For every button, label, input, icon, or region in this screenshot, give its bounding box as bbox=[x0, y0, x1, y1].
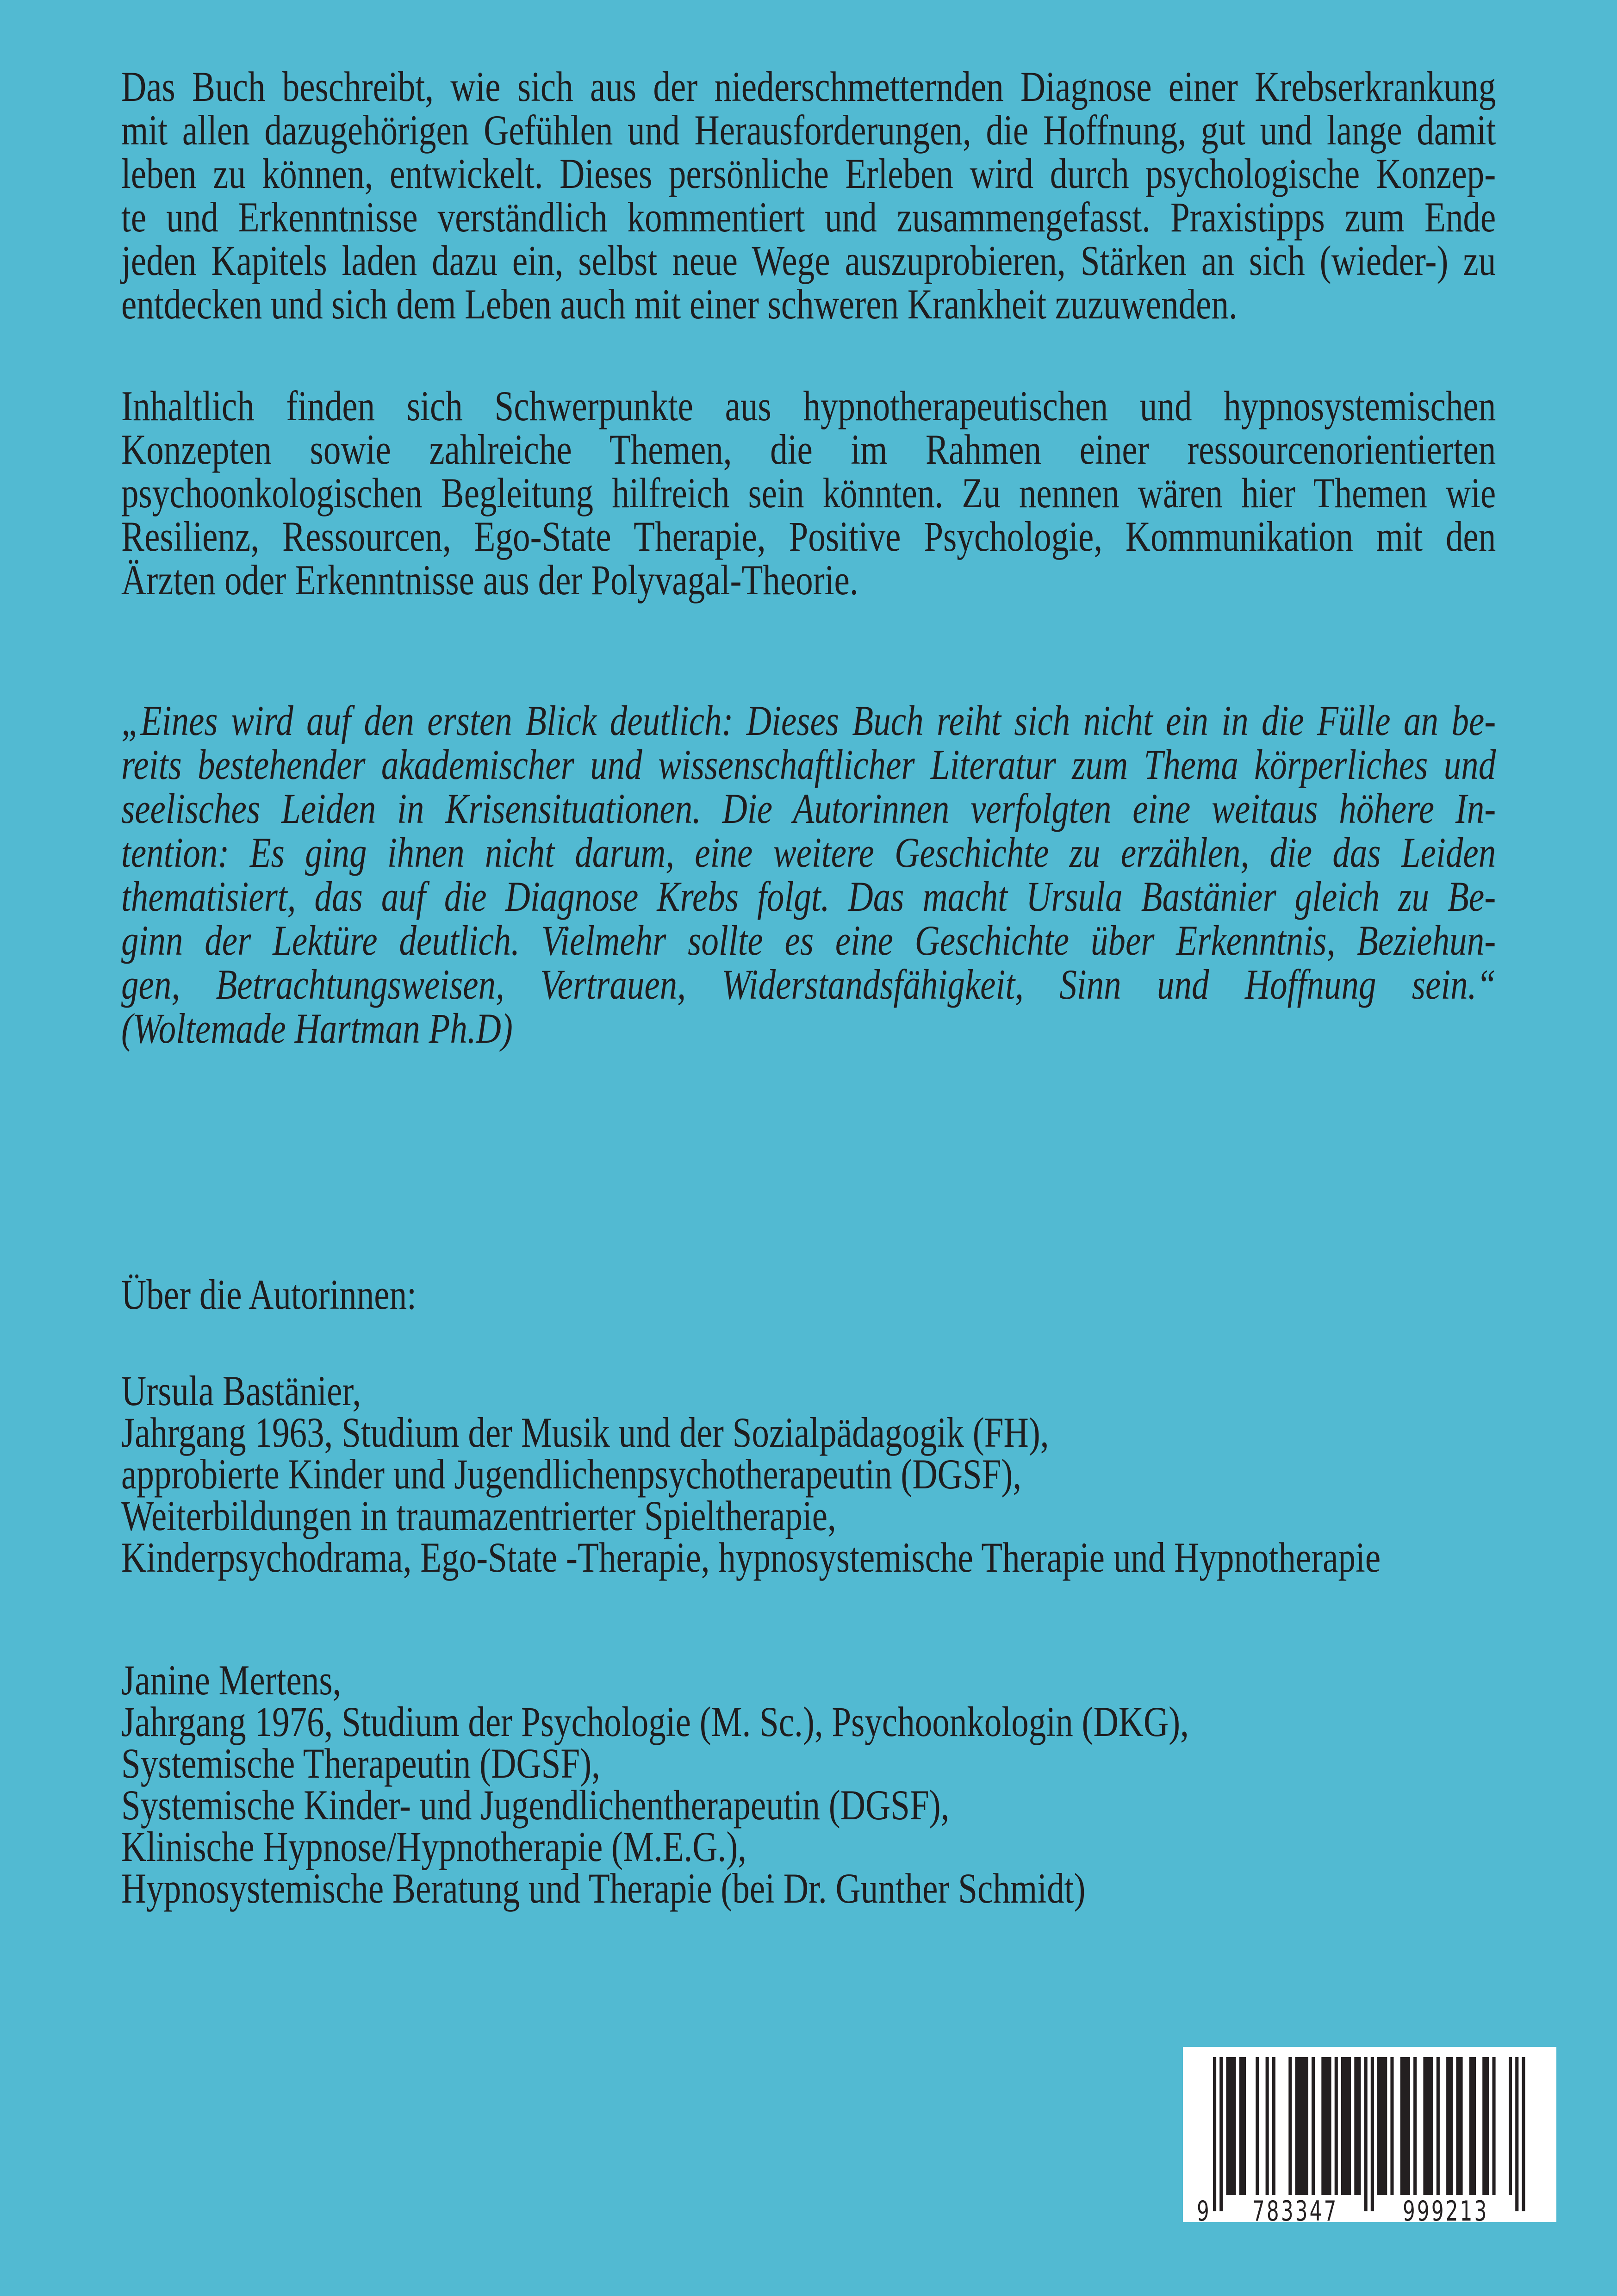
barcode-bars bbox=[1183, 2047, 1556, 2222]
text-line: entdecken und sich dem Leben auch mit einer schweren Krankheit zuzuwenden. bbox=[121, 280, 1238, 328]
barcode-bar bbox=[1423, 2057, 1433, 2195]
quote-line: thematisiert, das auf die Diagnose Krebs folgt. Das macht Ursula Bastänier gleich zu Be- bbox=[121, 873, 1496, 920]
text-line: Resilienz, Ressourcen, Ego-State Therapie, Positive Psychologie, Kommunikation mit den bbox=[121, 513, 1496, 560]
text-line: leben zu können, entwickelt. Dieses persönliche Erleben wird durch psychologische Konzep- bbox=[121, 150, 1496, 197]
barcode-bar bbox=[1469, 2057, 1476, 2195]
quote-line: ginn der Lektüre deutlich. Vielmehr sollte es eine Geschichte über Erkenntnis, Beziehun- bbox=[121, 917, 1496, 964]
quote-line: reits bestehender akademischer und wissenschaftlicher Literatur zum Thema körperliches und bbox=[121, 741, 1496, 788]
barcode-bar bbox=[1239, 2057, 1246, 2195]
barcode-bar bbox=[1456, 2057, 1462, 2195]
barcode-bar bbox=[1390, 2057, 1393, 2195]
description-paragraph-2 bbox=[121, 384, 1496, 602]
text-line: jeden Kapitels laden dazu ein, selbst neue Wege auszuprobieren, Stärken an sich (wieder-) zu bbox=[121, 237, 1496, 284]
barcode-bar bbox=[1226, 2057, 1236, 2195]
text-line: psychoonkologischen Begleitung hilfreich sein könnten. Zu nennen wären hier Themen wie bbox=[121, 469, 1496, 516]
author-detail: Jahrgang 1976, Studium der Psychologie (M. Sc.), Psychoonkologin (DKG), bbox=[121, 1698, 1189, 1745]
barcode-bar bbox=[1321, 2057, 1331, 2195]
barcode-bar bbox=[1341, 2057, 1351, 2195]
barcode-bar bbox=[1335, 2057, 1338, 2195]
author-detail: Jahrgang 1963, Studium der Musik und der Sozialpädagogik (FH), bbox=[121, 1409, 1049, 1456]
barcode-bar bbox=[1413, 2057, 1417, 2195]
quote-attribution: (Woltemade Hartman Ph.D) bbox=[121, 1005, 513, 1052]
quote-line: gen, Betrachtungsweisen, Vertrauen, Widerstandsfähigkeit, Sinn und Hoffnung sein.“ bbox=[121, 961, 1496, 1008]
barcode-bar bbox=[1272, 2057, 1275, 2195]
text-line: te und Erkenntnisse verständlich kommentiert und zusammengefasst. Praxistipps zum Ende bbox=[121, 193, 1496, 241]
barcode-bar bbox=[1493, 2057, 1496, 2195]
author-name: Janine Mertens, bbox=[121, 1656, 342, 1704]
barcode-bar bbox=[1312, 2057, 1315, 2195]
barcode-bar bbox=[1446, 2057, 1453, 2195]
barcode-bar bbox=[1437, 2057, 1440, 2195]
barcode-guard-bar bbox=[1522, 2057, 1525, 2211]
author-name: Ursula Bastänier, bbox=[121, 1367, 361, 1414]
text-line: Inhaltlich finden sich Schwerpunkte aus hypnotherapeutischen und hypnosystemischen bbox=[121, 382, 1496, 429]
barcode-bar bbox=[1266, 2057, 1269, 2195]
barcode-digits-right: 999213 bbox=[1403, 2195, 1489, 2228]
barcode-bar bbox=[1295, 2057, 1308, 2195]
author-detail: approbierte Kinder und Jugendlichenpsychotherapeutin (DGSF), bbox=[121, 1450, 1022, 1498]
author-bio-1 bbox=[121, 1367, 1496, 1581]
barcode-guard-bar bbox=[1515, 2057, 1518, 2211]
review-quote bbox=[121, 699, 1496, 1051]
text-line: Ärzten oder Erkenntnisse aus der Polyvagal-Theorie. bbox=[121, 556, 858, 604]
author-detail: Systemische Kinder- und Jugendlichentherapeutin (DGSF), bbox=[121, 1781, 950, 1829]
author-detail: Klinische Hypnose/Hypnotherapie (M.E.G.), bbox=[121, 1823, 747, 1870]
barcode-digit-first: 9 bbox=[1197, 2195, 1211, 2228]
quote-line: „Eines wird auf den ersten Blick deutlich: Dieses Buch reiht sich nicht ein in die Fülle an be- bbox=[121, 697, 1496, 744]
barcode-digits-left: 783347 bbox=[1252, 2195, 1338, 2228]
author-detail: Kinderpsychodrama, Ego-State -Therapie, hypnosystemische Therapie und Hypnotherapie bbox=[121, 1534, 1381, 1581]
barcode-bar bbox=[1256, 2057, 1259, 2195]
author-detail: Hypnosystemische Beratung und Therapie (bei Dr. Gunther Schmidt) bbox=[121, 1865, 1086, 1912]
barcode-bar bbox=[1482, 2057, 1489, 2195]
text-line: mit allen dazugehörigen Gefühlen und Herausforderungen, die Hoffnung, gut und lange damit bbox=[121, 106, 1496, 154]
text-line: Das Buch beschreibt, wie sich aus der niederschmetternden Diagnose einer Krebserkrankung bbox=[121, 63, 1496, 110]
barcode-bar bbox=[1400, 2057, 1410, 2195]
barcode-guard-bar bbox=[1364, 2057, 1368, 2211]
text-line: Konzepten sowie zahlreiche Themen, die im Rahmen einer ressourcenorientierten bbox=[121, 426, 1496, 473]
author-bio-2 bbox=[121, 1656, 1496, 1912]
barcode-bar bbox=[1288, 2057, 1292, 2195]
quote-line: seelisches Leiden in Krisensituationen. Die Autorinnen verfolgten eine weitaus höhere In- bbox=[121, 785, 1496, 832]
barcode-guard-bar bbox=[1213, 2057, 1216, 2211]
barcode-guard-bar bbox=[1371, 2057, 1374, 2211]
authors-heading: Über die Autorinnen: bbox=[121, 1271, 417, 1318]
barcode-bar bbox=[1377, 2057, 1387, 2195]
barcode-guard-bar bbox=[1219, 2057, 1223, 2211]
authors-heading-block bbox=[121, 1273, 1496, 1316]
author-detail: Weiterbildungen in traumazentrierter Spieltherapie, bbox=[121, 1492, 836, 1539]
description-paragraph-1 bbox=[121, 65, 1496, 326]
quote-line: tention: Es ging ihnen nicht darum, eine weitere Geschichte zu erzählen, die das Leiden bbox=[121, 829, 1496, 876]
isbn-barcode bbox=[1183, 2047, 1556, 2228]
author-detail: Systemische Therapeutin (DGSF), bbox=[121, 1740, 600, 1787]
barcode-bar bbox=[1509, 2057, 1512, 2195]
barcode-bar bbox=[1354, 2057, 1361, 2195]
